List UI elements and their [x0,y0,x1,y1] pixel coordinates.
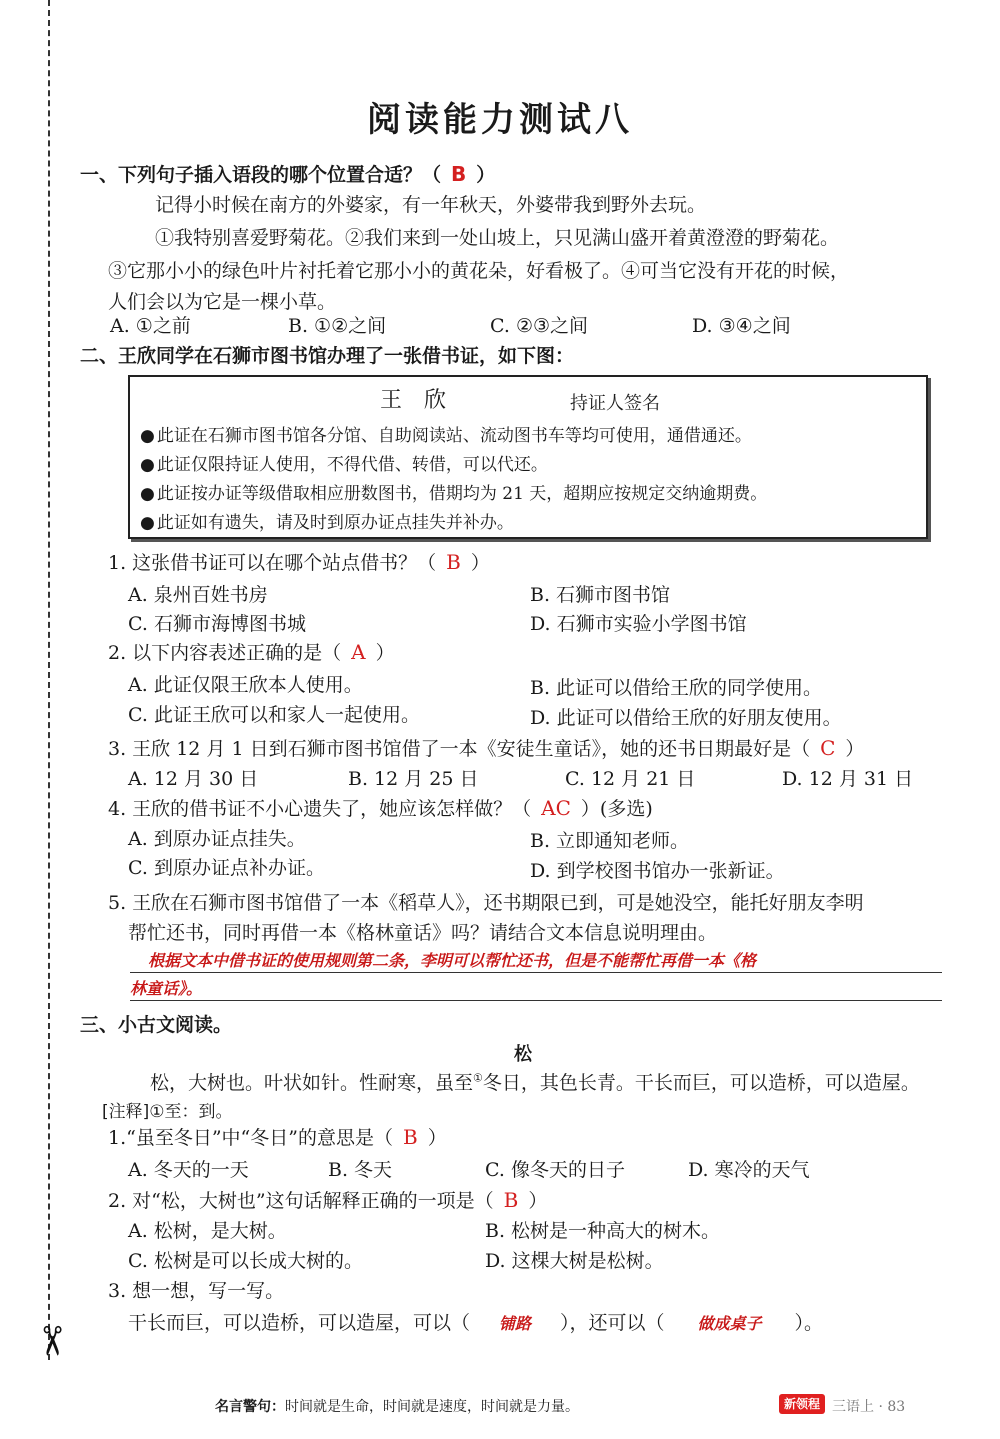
option-d: D. 到学校图书馆办一张新证。 [530,860,785,882]
option-a: A. 到原办证点挂失。 [128,828,306,850]
passage-line-4: 人们会以为它是一棵小草。 [108,291,337,313]
stem-close: ）(多选) [580,798,653,820]
card-signature: 持证人签名 [570,393,660,414]
classical-text-b: 冬日，其色长青。干长而巨，可以造桥，可以造屋。 [482,1072,920,1094]
passage-line-1: 记得小时候在南方的外婆家，有一年秋天，外婆带我到野外去玩。 [155,194,707,216]
scissors-icon: ✂ [27,1324,74,1358]
answer: B [446,550,461,574]
question-stem: 1.“虽至冬日”中“冬日”的意思是（ [108,1127,393,1149]
option-b: B. 冬天 [328,1159,393,1181]
answer: C [820,736,836,760]
option-a: A. 此证仅限王欣本人使用。 [128,674,363,696]
fill-text-pre: 干长而巨，可以造桥，可以造屋，可以（ [128,1312,471,1334]
card-rule: ● 此证仅限持证人使用，不得代借、转借，可以代还。 [140,450,548,475]
question-2-5-line-1: 5. 王欣在石狮市图书馆借了一本《稻草人》，还书期限已到，可是她没空，能托好朋友李明 [108,892,864,914]
answer-s1: B [451,162,467,186]
footnote-mark: ① [473,1071,483,1085]
footer-label: 名言警句： [215,1399,285,1415]
answer-rule-1 [130,972,942,973]
option-b: B. 松树是一种高大的树木。 [485,1220,721,1242]
classical-text [150,1068,920,1095]
option-c: C. 石狮市海博图书城 [128,613,306,635]
option-b: B. 立即通知老师。 [530,830,690,852]
question-stem: 1. 这张借书证可以在哪个站点借书？（ [108,552,437,574]
option-b: B. 石狮市图书馆 [530,584,671,606]
card-rule: ● 此证在石狮市图书馆各分馆、自助阅读站、流动图书车等均可使用，通借通还。 [140,421,752,446]
question-2-5-line-2: 帮忙还书，同时再借一本《格林童话》吗？请结合文本信息说明理由。 [128,922,718,944]
question-stem: 2. 对“松，大树也”这句话解释正确的一项是（ [108,1190,494,1212]
question-3-2 [108,1186,547,1213]
question-3-3: 3. 想一想，写一写。 [108,1280,285,1302]
question-2-2 [108,638,395,665]
question-2-3 [108,734,864,761]
cut-line [48,0,50,1360]
stem-close: ） [528,1190,548,1212]
card-rule: ● 此证按办证等级借取相应册数图书，借期均为 21 天，超期应按规定交纳逾期费。 [140,479,767,504]
stem-close: ） [427,1127,447,1149]
option-c: C. 像冬天的日子 [485,1159,625,1181]
option-b: B. 12 月 25 日 [348,768,479,790]
library-card [128,375,928,539]
question-stem: 2. 以下内容表述正确的是（ [108,642,342,664]
question-2-4 [108,794,653,821]
classical-text-a: 松，大树也。叶状如针。性耐寒，虽至 [150,1072,474,1094]
answer-rule-2 [130,1000,942,1001]
page-title: 阅读能力测试八 [367,100,633,140]
option-a: A. ①之前 [110,315,191,337]
option-d: D. ③④之间 [692,315,791,337]
section-1-heading [80,160,495,187]
card-name: 王 欣 [380,388,447,413]
stem-close: ） [375,642,395,664]
question-stem: 3. 王欣 12 月 1 日到石狮市图书馆借了一本《安徒生童话》，她的还书日期最好是（ [108,738,811,760]
section-1-heading-text: 一、下列句子插入语段的哪个位置合适？（ [80,164,442,186]
option-d: D. 12 月 31 日 [782,768,914,790]
card-rule: ● 此证如有遗失，请及时到原办证点挂失并补办。 [140,508,514,533]
fill-in-line [128,1308,823,1335]
option-a: A. 冬天的一天 [128,1159,249,1181]
stem-close: ） [845,738,865,760]
question-2-1 [108,548,490,575]
fill-text-end: ）。 [794,1312,824,1334]
option-c: C. 此证王欣可以和家人一起使用。 [128,704,420,726]
answer: A [351,640,366,664]
handwritten-answer-line-2: 林童话》。 [130,979,203,998]
option-c: C. 到原办证点补办证。 [128,857,325,879]
option-b: B. ①②之间 [288,315,387,337]
option-c: C. ②③之间 [490,315,589,337]
footer-quote [215,1396,579,1416]
fill-text-mid: ），还可以（ [560,1312,665,1334]
section-3-heading: 三、小古文阅读。 [80,1014,233,1036]
footer-quote-text: 时间就是生命，时间就是速度，时间就是力量。 [285,1399,579,1415]
page-number: 三语上 · 83 [832,1399,906,1415]
question-3-1 [108,1123,447,1150]
option-c: C. 12 月 21 日 [565,768,696,790]
handwritten-answer-1: 铺路 [499,1314,532,1333]
passage-line-2: ①我特别喜爱野菊花。②我们来到一处山坡上，只见满山盛开着黄澄澄的野菊花。 [155,227,840,249]
option-b: B. 此证可以借给王欣的同学使用。 [530,677,823,699]
poem-title: 松 [514,1044,532,1065]
option-d: D. 此证可以借给王欣的好朋友使用。 [530,707,842,729]
brand-badge: 新领程 [779,1394,825,1414]
answer: AC [541,796,571,820]
stem-close: ） [470,552,490,574]
option-a: A. 泉州百姓书房 [128,584,268,606]
question-stem: 4. 王欣的借书证不小心遗失了，她应该怎样做？（ [108,798,532,820]
section-2-heading: 二、王欣同学在石狮市图书馆办理了一张借书证，如下图： [80,345,575,367]
passage-line-3: ③它那小小的绿色叶片衬托着它那小小的黄花朵，好看极了。④可当它没有开花的时候， [108,260,850,282]
handwritten-answer-line-1: 根据文本中借书证的使用规则第二条，李明可以帮忙还书，但是不能帮忙再借一本《格 [148,951,757,970]
option-d: D. 寒冷的天气 [688,1159,810,1181]
option-c: C. 松树是可以长成大树的。 [128,1250,363,1272]
annotation-note: [注释]①至：到。 [102,1102,233,1122]
option-a: A. 12 月 30 日 [128,768,259,790]
option-d: D. 石狮市实验小学图书馆 [530,613,747,635]
answer: B [402,1125,418,1149]
answer: B [503,1188,519,1212]
heading-close: ） [476,164,496,186]
option-a: A. 松树，是大树。 [128,1220,287,1242]
handwritten-answer-2: 做成桌子 [697,1314,762,1333]
option-d: D. 这棵大树是松树。 [485,1250,664,1272]
